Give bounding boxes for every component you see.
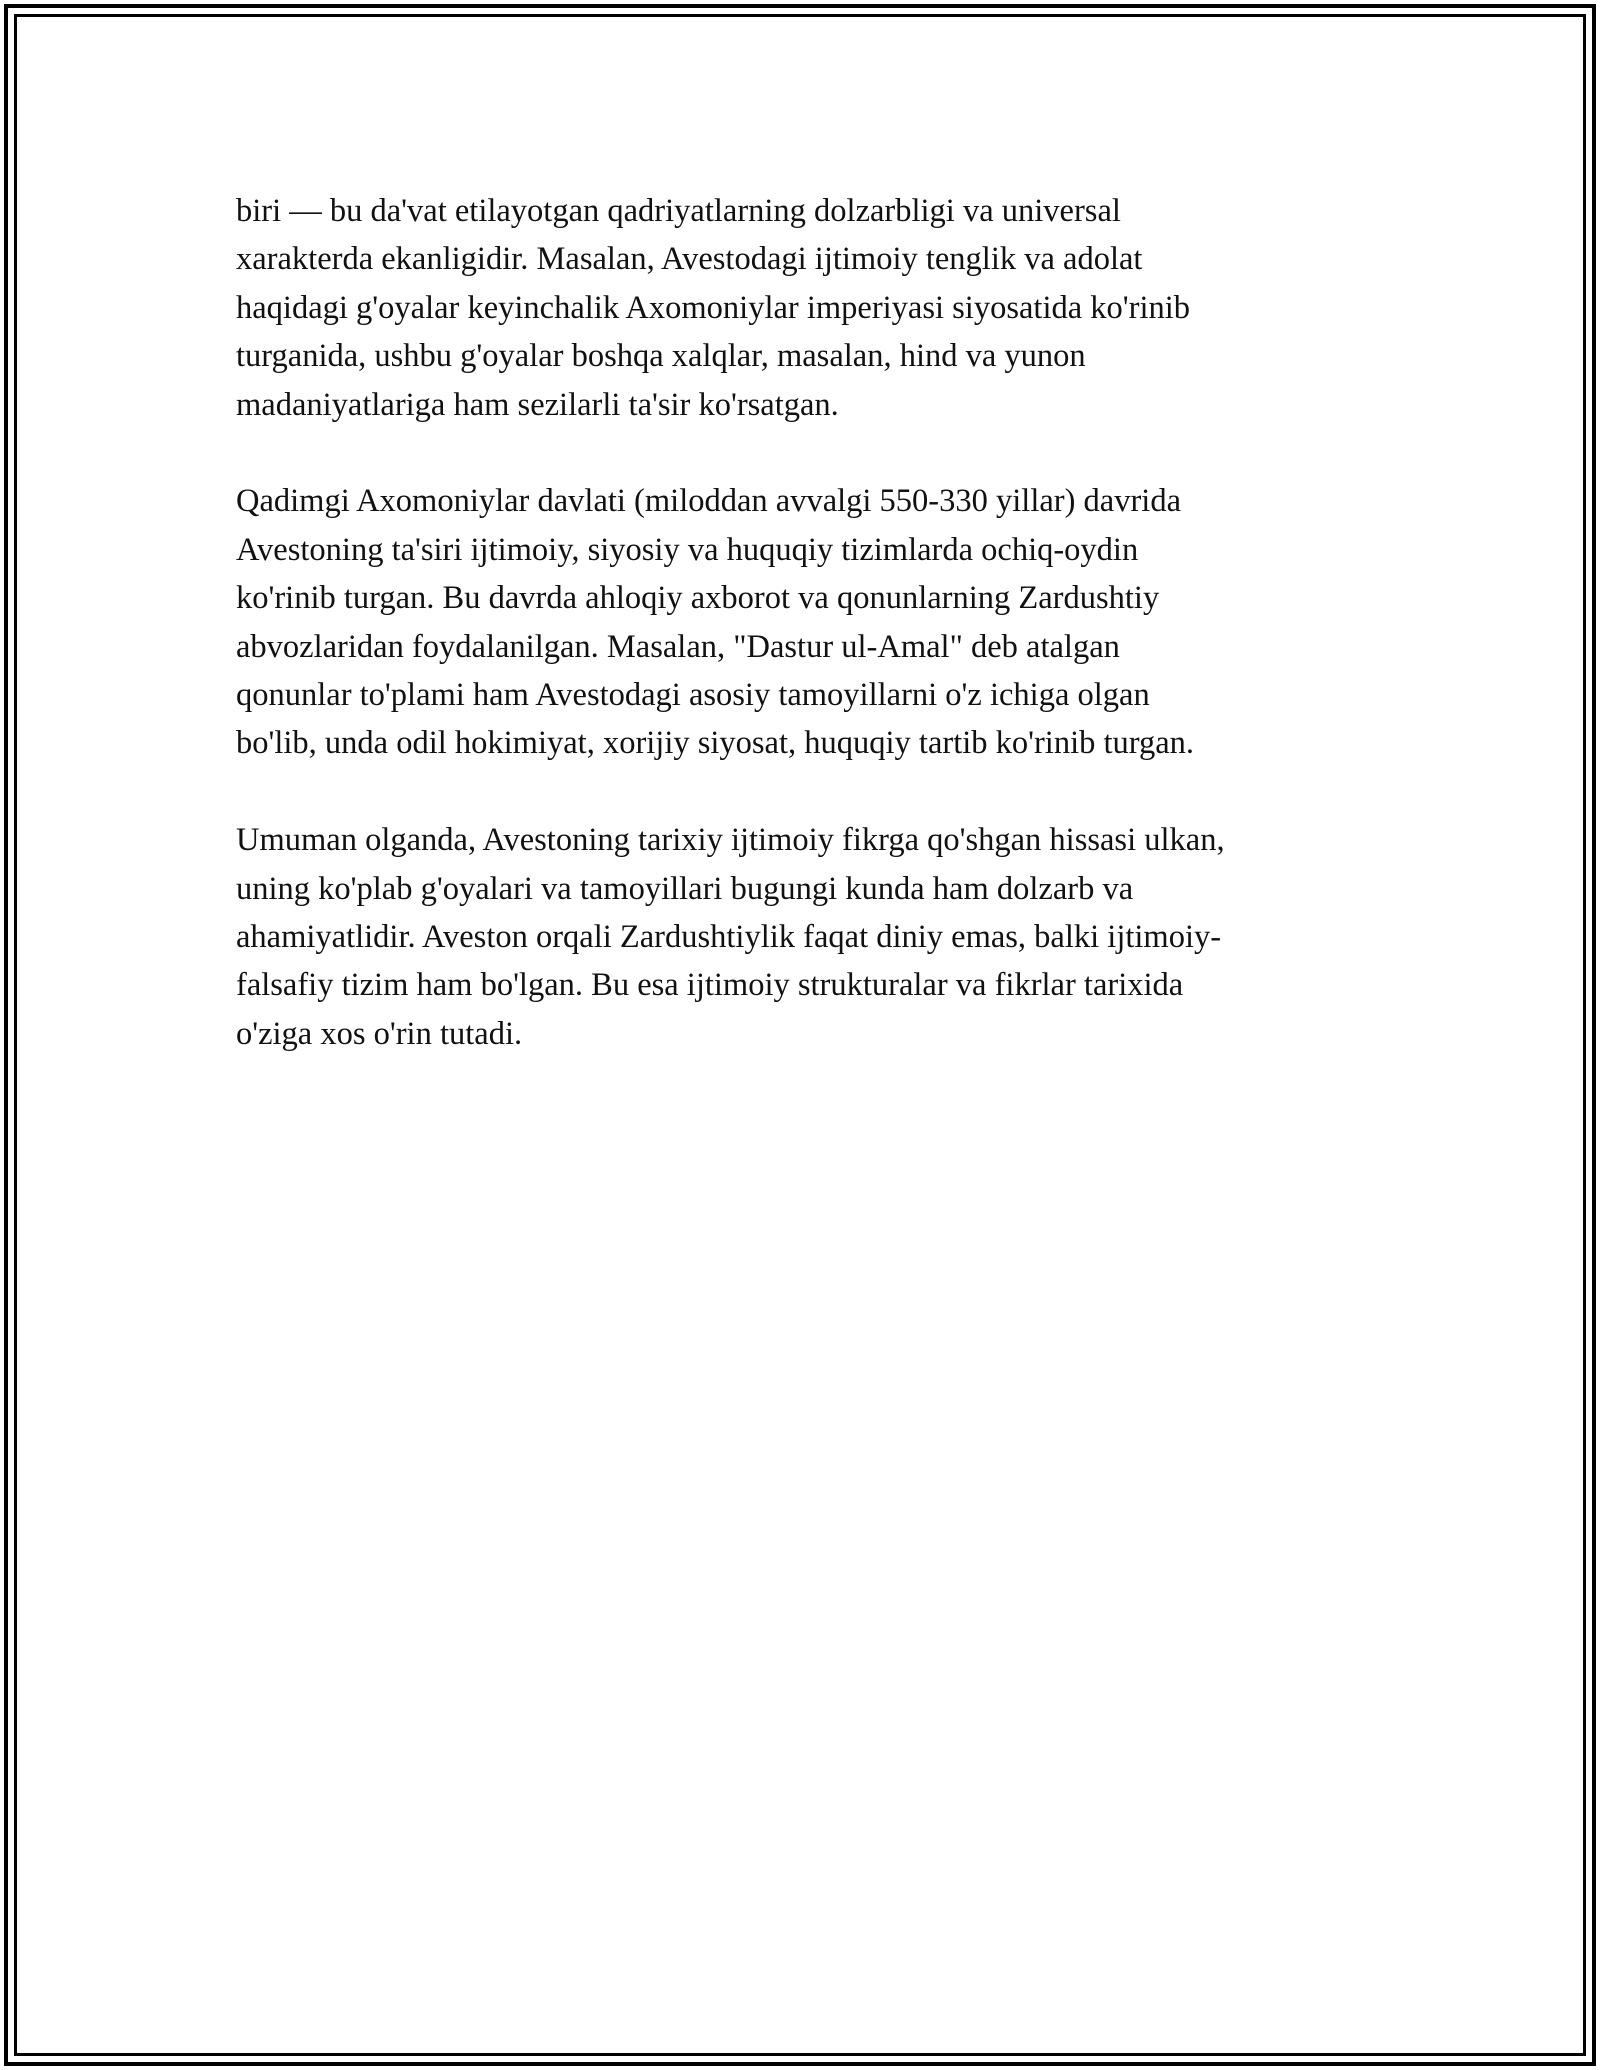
text-line: ko'rinib turgan. Bu davrda ahloqiy axborot va qonunlarning Zardushtiy xyxy=(236,580,1160,617)
text-line: abvozlaridan foydalanilgan. Masalan, "Dastur ul-Amal" deb atalgan xyxy=(236,628,1120,665)
text-line: qonunlar to'plami ham Avestodagi asosiy tamoyillarni o'z ichiga olgan xyxy=(236,677,1150,714)
paragraph-2 xyxy=(236,477,1366,767)
text-line: xarakterda ekanligidir. Masalan, Avestodagi ijtimoiy tenglik va adolat xyxy=(236,241,1143,278)
text-line: turganida, ushbu g'oyalar boshqa xalqlar, masalan, hind va yunon xyxy=(236,338,1086,375)
text-line: madaniyatlariga ham sezilarli ta'sir ko'rsatgan. xyxy=(236,386,839,423)
text-line: Avestoning ta'siri ijtimoiy, siyosiy va huquqiy tizimlarda ochiq-oydin xyxy=(236,531,1139,568)
text-line: biri — bu da'vat etilayotgan qadriyatlarning dolzarbligi va universal xyxy=(236,193,1121,229)
document-body xyxy=(236,187,1366,1107)
text-line: falsafiy tizim ham bo'lgan. Bu esa ijtimoiy strukturalar va fikrlar tarixida xyxy=(236,967,1184,1004)
text-line: bo'lib, unda odil hokimiyat, xorijiy siyosat, huquqiy tartib ko'rinib turgan. xyxy=(236,725,1195,762)
text-line: uning ko'plab g'oyalari va tamoyillari bugungi kunda ham dolzarb va xyxy=(236,870,1134,907)
text-line: haqidagi g'oyalar keyinchalik Axomoniylar imperiyasi siyosatida ko'rinib xyxy=(236,289,1191,326)
text-line: Umuman olganda, Avestoning tarixiy ijtimoiy fikrga qo'shgan hissasi ulkan, xyxy=(236,822,1225,859)
text-line: ahamiyatlidir. Aveston orqali Zardushtiylik faqat diniy emas, balki ijtimoiy- xyxy=(236,919,1222,956)
paragraph-3 xyxy=(236,816,1366,1058)
text-line: o'ziga xos o'rin tutadi. xyxy=(236,1015,523,1052)
text-line: Qadimgi Axomoniylar davlati (miloddan avvalgi 550-330 yillar) davrida xyxy=(236,483,1181,520)
paragraph-1 xyxy=(236,187,1366,429)
